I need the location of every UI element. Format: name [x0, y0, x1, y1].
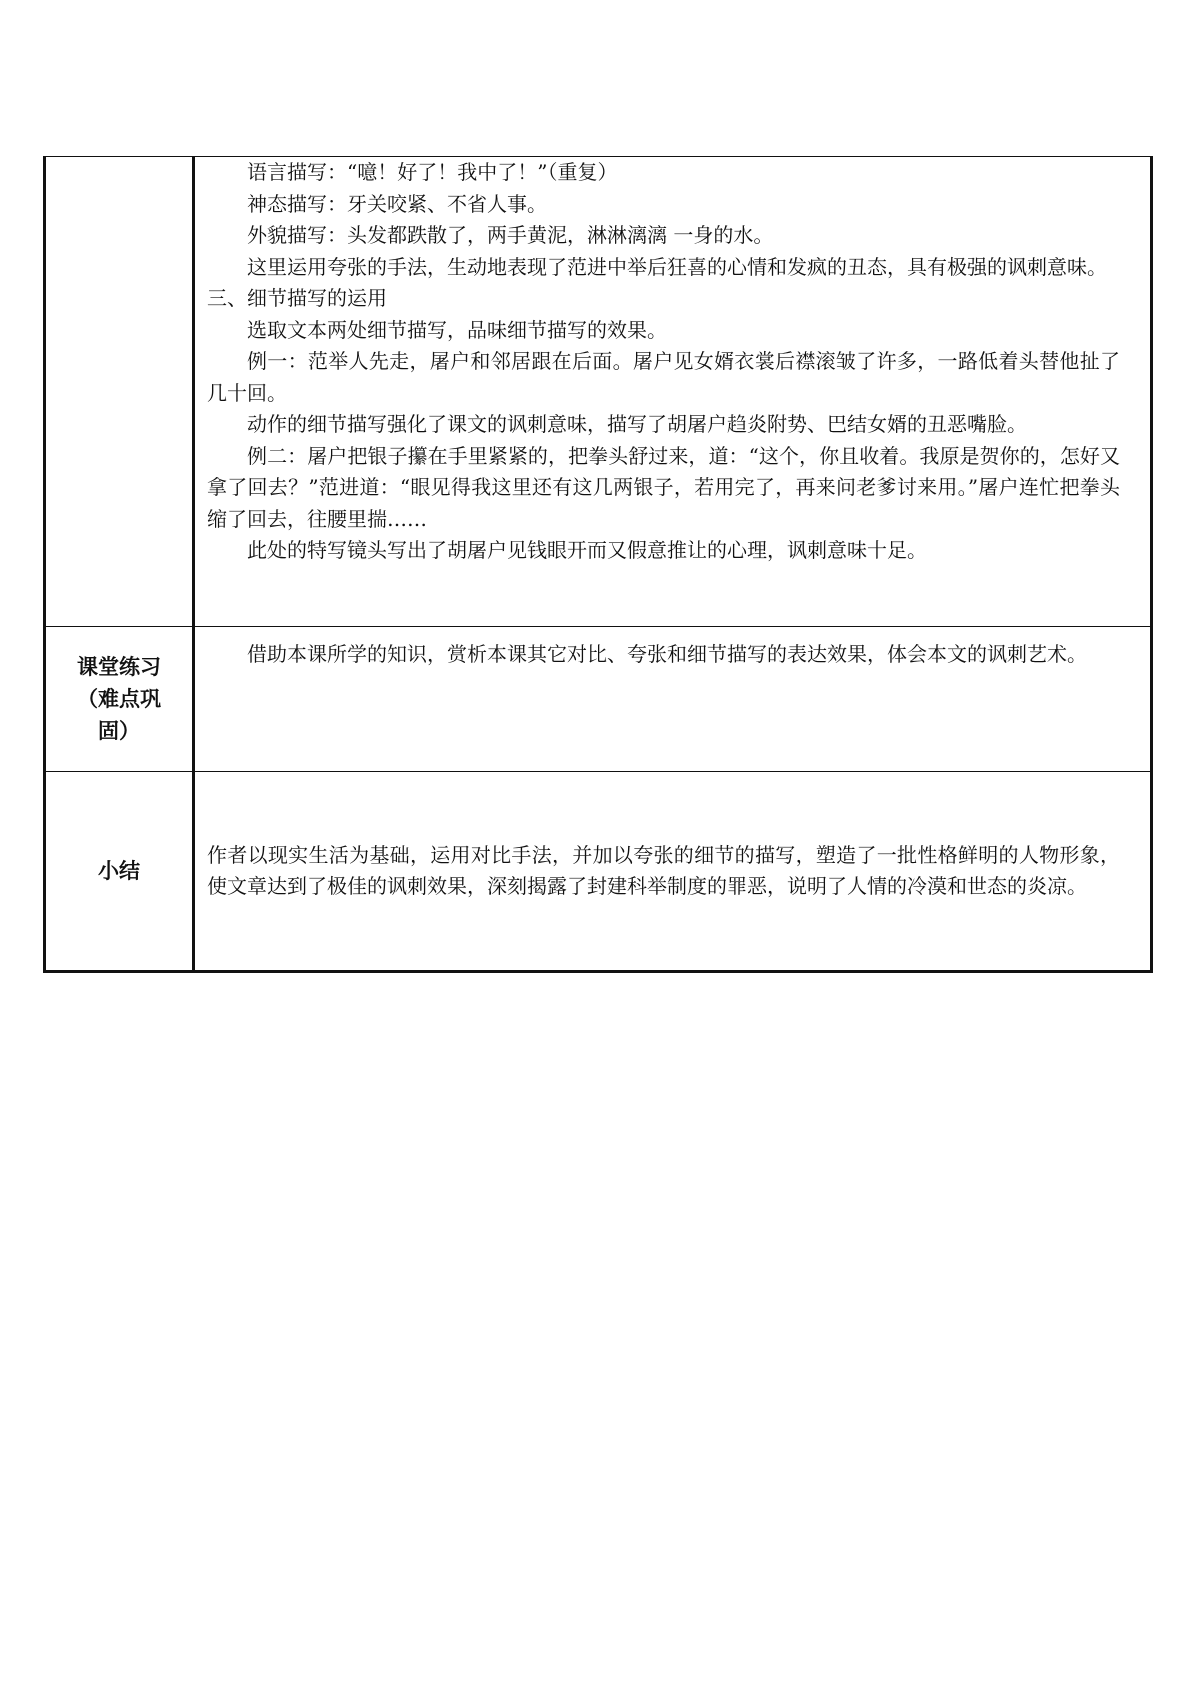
section-heading-detail-description: 三、细节描写的运用	[207, 286, 387, 310]
paragraph-example-one-analysis: 动作的细节描写强化了课文的讽刺意味，描写了胡屠户趋炎附势、巴结女婿的丑恶嘴脸。	[247, 412, 1027, 436]
table-row-classroom-exercise	[45, 627, 1152, 772]
analysis-content-cell	[194, 157, 1152, 627]
table-row-summary	[45, 772, 1152, 972]
row-label-summary: 小结	[98, 859, 140, 883]
table-row-analysis	[45, 157, 1152, 627]
paragraph-language-description: 语言描写：“噫！好了！我中了！”（重复）	[247, 160, 618, 184]
paragraph-example-one: 例一：范举人先走，屠户和邻居跟在后面。屠户见女婿衣裳后襟滚皱了许多，一路低着头替他扯了几十回。	[207, 349, 1120, 405]
paragraph-example-two-analysis: 此处的特写镜头写出了胡屠户见钱眼开而又假意推让的心理，讽刺意味十足。	[247, 538, 927, 562]
row-label-empty	[45, 157, 194, 627]
exercise-content-cell	[194, 627, 1152, 772]
paragraph-exaggeration-effect: 这里运用夸张的手法，生动地表现了范进中举后狂喜的心情和发疯的丑态，具有极强的讽刺意味。	[247, 254, 1107, 279]
paragraph-appearance-description: 外貌描写：头发都跌散了，两手黄泥，淋淋漓漓 一身的水。	[247, 223, 774, 247]
summary-content-cell	[194, 772, 1152, 972]
row-label-cell-exercise	[45, 627, 194, 772]
paragraph-detail-intro: 选取文本两处细节描写，品味细节描写的效果。	[247, 317, 667, 342]
row-label-cell-summary	[45, 772, 194, 972]
paragraph-summary: 作者以现实生活为基础，运用对比手法，并加以夸张的细节的描写，塑造了一批性格鲜明的人物形象，使文章达到了极佳的讽刺效果，深刻揭露了封建科举制度的罪恶，说明了人情的冷漠和世态的炎凉。	[207, 842, 1120, 898]
paragraph-exercise: 借助本课所学的知识，赏析本课其它对比、夸张和细节描写的表达效果，体会本文的讽刺艺术。	[247, 642, 1087, 666]
row-label-exercise: 课堂练习（难点巩固）	[77, 655, 161, 743]
lesson-plan-table	[43, 156, 1153, 973]
paragraph-example-two: 例二：屠户把银子攥在手里紧紧的，把拳头舒过来，道：“这个，你且收着。我原是贺你的，怎好又拿了回去？”范进道：“眼见得我这里还有这几两银子，若用完了，再来问老爹讨来用。”屠户连忙把拳头缩了回去，往腰里揣……	[207, 443, 1120, 531]
paragraph-expression-description: 神态描写：牙关咬紧、不省人事。	[247, 191, 547, 216]
